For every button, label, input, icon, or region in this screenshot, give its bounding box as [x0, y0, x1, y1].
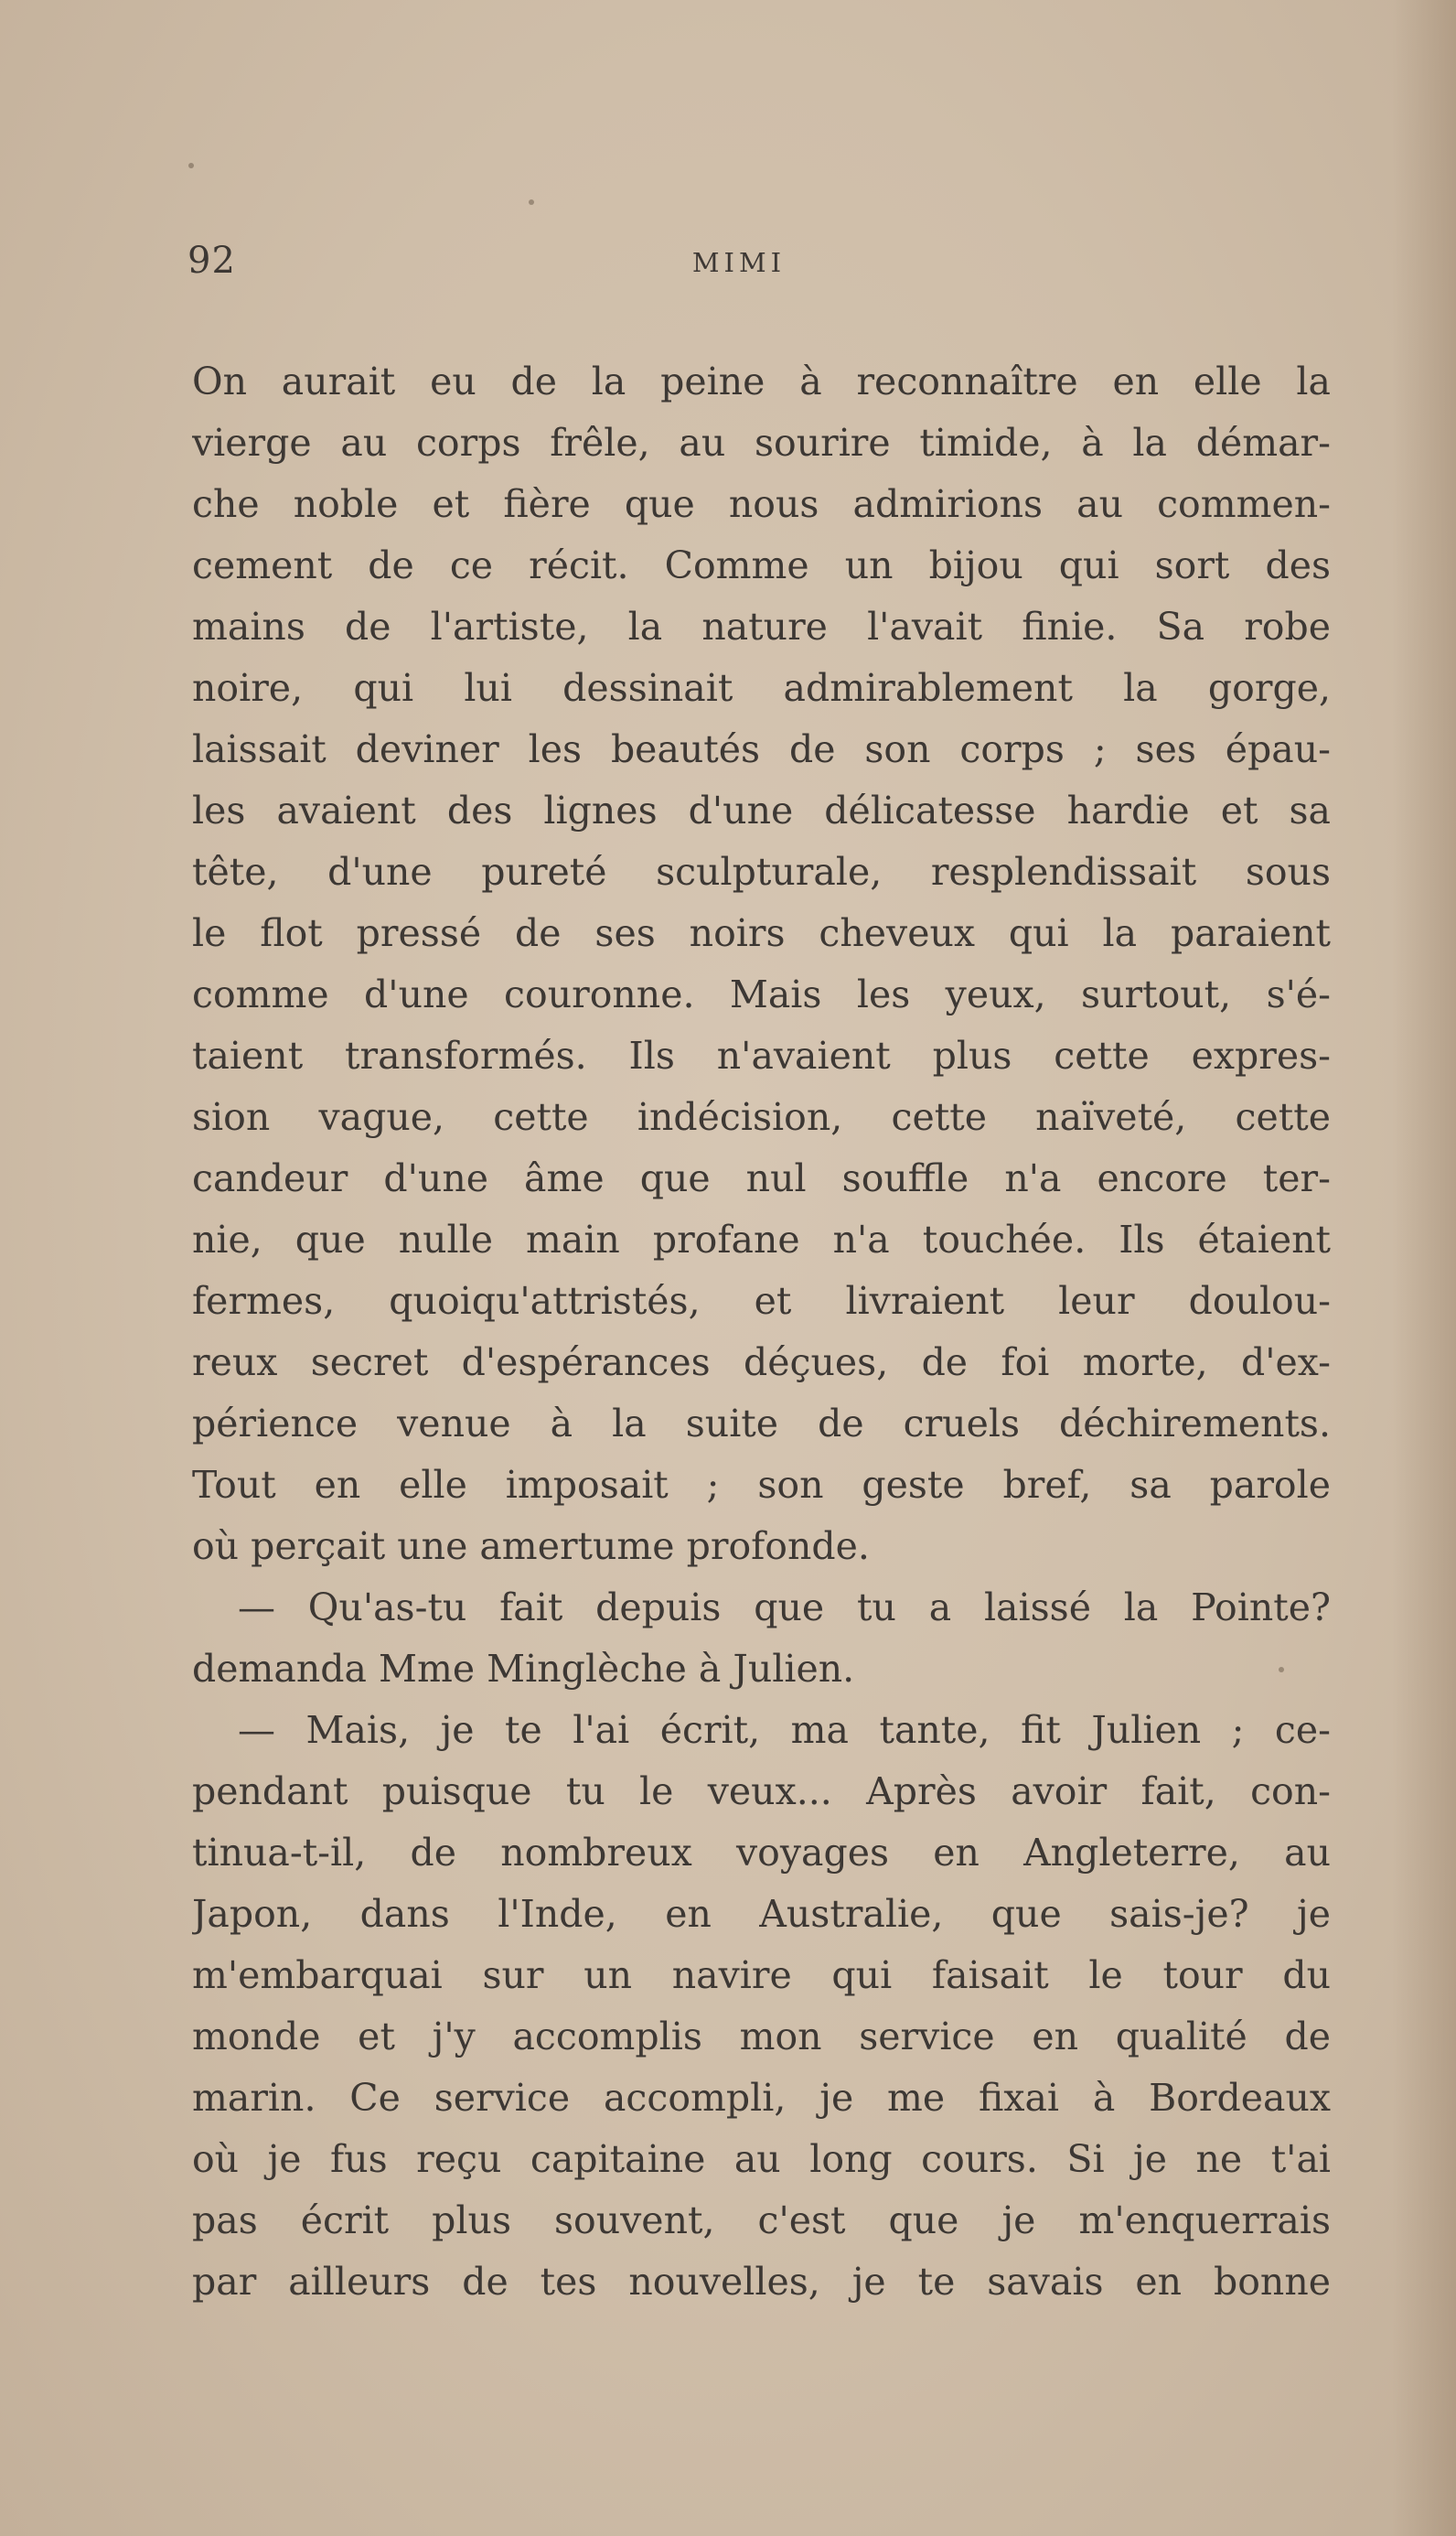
text-line: Japon, dans l'Inde, en Australie, que sais-je? je: [192, 1892, 1331, 1936]
text-line: mains de l'artiste, la nature l'avait finie. Sa robe: [192, 605, 1331, 649]
running-title: MIMI: [691, 247, 787, 278]
text-line: vierge au corps frêle, au sourire timide, à la démar-: [192, 421, 1331, 465]
text-line: Tout en elle imposait ; son geste bref, sa parole: [192, 1463, 1331, 1507]
text-line: cement de ce récit. Comme un bijou qui sort des: [192, 543, 1331, 587]
text-line: tête, d'une pureté sculpturale, resplendissait sous: [192, 850, 1331, 894]
dialogue-line: — Qu'as-tu fait depuis que tu a laissé la Pointe?: [238, 1585, 1331, 1629]
text-line: m'embarquai sur un navire qui faisait le tour du: [192, 1953, 1331, 1997]
text-line: où perçait une amertume profonde.: [192, 1524, 870, 1568]
text-line: par ailleurs de tes nouvelles, je te savais en bonne: [192, 2260, 1331, 2304]
text-line: demanda Mme Minglèche à Julien.: [192, 1647, 855, 1691]
text-line: fermes, quoiqu'attristés, et livraient leur doulou-: [192, 1279, 1331, 1323]
page-number: 92: [187, 240, 236, 282]
text-line: noire, qui lui dessinait admirablement la gorge,: [192, 666, 1331, 710]
text-line: tinua-t-il, de nombreux voyages en Angleterre, au: [192, 1831, 1331, 1875]
text-line: marin. Ce service accompli, je me fixai à Bordeaux: [192, 2076, 1331, 2120]
text-line: reux secret d'espérances déçues, de foi morte, d'ex-: [192, 1340, 1331, 1384]
page-edge-shadow: [1392, 0, 1456, 2536]
text-line: périence venue à la suite de cruels déchirements.: [192, 1402, 1331, 1445]
text-line: nie, que nulle main profane n'a touchée. Ils étaient: [192, 1218, 1331, 1262]
dialogue-line: — Mais, je te l'ai écrit, ma tante, fit Julien ; ce-: [238, 1708, 1331, 1752]
body-text: [192, 351, 1331, 2313]
text-line: che noble et fière que nous admirions au commen-: [192, 482, 1331, 526]
text-line: pas écrit plus souvent, c'est que je m'enquerrais: [192, 2198, 1331, 2242]
text-line: laissait deviner les beautés de son corps ; ses épau-: [192, 727, 1331, 771]
text-line: les avaient des lignes d'une délicatesse hardie et sa: [192, 789, 1331, 833]
text-line: monde et j'y accomplis mon service en qualité de: [192, 2015, 1331, 2058]
text-line: pendant puisque tu le veux... Après avoir fait, con-: [192, 1769, 1331, 1813]
text-line: comme d'une couronne. Mais les yeux, surtout, s'é-: [192, 972, 1331, 1016]
paper-speck: [188, 163, 194, 168]
text-line: On aurait eu de la peine à reconnaître en elle la: [192, 360, 1331, 403]
text-line: candeur d'une âme que nul souffle n'a encore ter-: [192, 1156, 1331, 1200]
text-line: sion vague, cette indécision, cette naïveté, cette: [192, 1095, 1331, 1139]
text-line: où je fus reçu capitaine au long cours. Si je ne t'ai: [192, 2137, 1331, 2181]
text-line: le flot pressé de ses noirs cheveux qui la paraient: [192, 911, 1331, 955]
paper-speck: [529, 199, 534, 205]
text-line: taient transformés. Ils n'avaient plus cette expres-: [192, 1034, 1331, 1078]
